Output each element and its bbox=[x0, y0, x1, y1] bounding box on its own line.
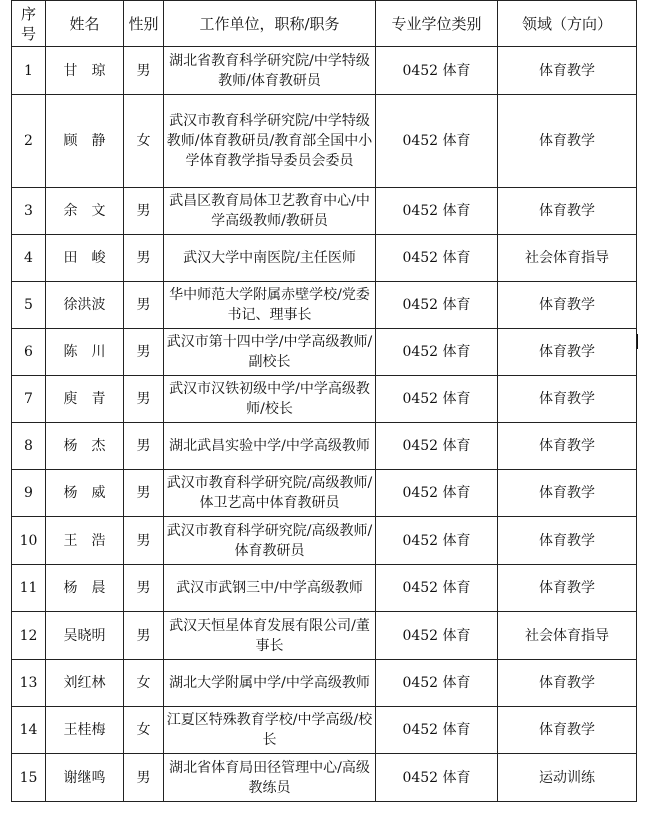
row-field: 社会体育指导 bbox=[498, 235, 637, 282]
row-name: 杨 威 bbox=[46, 470, 124, 517]
table-row bbox=[12, 47, 637, 95]
row-gender: 男 bbox=[124, 470, 164, 517]
row-unit: 湖北大学附属中学/中学高级教师 bbox=[164, 660, 376, 707]
table-row bbox=[12, 95, 637, 188]
row-no: 5 bbox=[12, 282, 46, 329]
row-field: 体育教学 bbox=[498, 517, 637, 565]
header-name: 姓名 bbox=[46, 1, 124, 47]
row-degree: 0452 体育 bbox=[376, 282, 498, 329]
row-name: 王桂梅 bbox=[46, 707, 124, 754]
row-field: 体育教学 bbox=[498, 707, 637, 754]
row-gender: 女 bbox=[124, 707, 164, 754]
row-no: 1 bbox=[12, 47, 46, 95]
row-name: 甘 琼 bbox=[46, 47, 124, 95]
row-no: 12 bbox=[12, 612, 46, 660]
row-degree: 0452 体育 bbox=[376, 95, 498, 188]
row-degree: 0452 体育 bbox=[376, 707, 498, 754]
table-row bbox=[12, 707, 637, 754]
row-degree: 0452 体育 bbox=[376, 565, 498, 612]
row-name: 杨 晨 bbox=[46, 565, 124, 612]
row-degree: 0452 体育 bbox=[376, 754, 498, 802]
row-gender: 女 bbox=[124, 95, 164, 188]
row-field: 社会体育指导 bbox=[498, 612, 637, 660]
row-degree: 0452 体育 bbox=[376, 188, 498, 235]
row-no: 15 bbox=[12, 754, 46, 802]
row-gender: 男 bbox=[124, 423, 164, 470]
row-unit: 武汉天恒星体育发展有限公司/董事长 bbox=[164, 612, 376, 660]
margin-mark bbox=[637, 334, 638, 349]
row-unit: 武汉市教育科学研究院/高级教师/体育教研员 bbox=[164, 517, 376, 565]
row-degree: 0452 体育 bbox=[376, 376, 498, 423]
row-unit: 武昌区教育局体卫艺教育中心/中学高级教师/教研员 bbox=[164, 188, 376, 235]
header-no: 序号 bbox=[12, 1, 46, 47]
row-degree: 0452 体育 bbox=[376, 423, 498, 470]
row-no: 14 bbox=[12, 707, 46, 754]
row-field: 体育教学 bbox=[498, 47, 637, 95]
table-row bbox=[12, 660, 637, 707]
row-name: 刘红林 bbox=[46, 660, 124, 707]
row-name: 王 浩 bbox=[46, 517, 124, 565]
row-name: 余 文 bbox=[46, 188, 124, 235]
row-degree: 0452 体育 bbox=[376, 470, 498, 517]
row-unit: 武汉市武钢三中/中学高级教师 bbox=[164, 565, 376, 612]
row-no: 4 bbox=[12, 235, 46, 282]
row-unit: 武汉市教育科学研究院/中学特级教师/体育教研员/教育部全国中小学体育教学指导委员会委员 bbox=[164, 95, 376, 188]
row-unit: 湖北省体育局田径管理中心/高级教练员 bbox=[164, 754, 376, 802]
row-degree: 0452 体育 bbox=[376, 235, 498, 282]
row-no: 3 bbox=[12, 188, 46, 235]
row-degree: 0452 体育 bbox=[376, 612, 498, 660]
row-unit: 湖北省教育科学研究院/中学特级教师/体育教研员 bbox=[164, 47, 376, 95]
row-gender: 男 bbox=[124, 235, 164, 282]
row-gender: 男 bbox=[124, 612, 164, 660]
row-name: 顾 静 bbox=[46, 95, 124, 188]
row-no: 6 bbox=[12, 329, 46, 376]
row-gender: 男 bbox=[124, 282, 164, 329]
row-unit: 武汉市第十四中学/中学高级教师/副校长 bbox=[164, 329, 376, 376]
row-no: 10 bbox=[12, 517, 46, 565]
row-name: 庾 青 bbox=[46, 376, 124, 423]
row-name: 吴晓明 bbox=[46, 612, 124, 660]
row-field: 体育教学 bbox=[498, 329, 637, 376]
row-no: 8 bbox=[12, 423, 46, 470]
row-field: 体育教学 bbox=[498, 565, 637, 612]
table-row bbox=[12, 470, 637, 517]
row-unit: 湖北武昌实验中学/中学高级教师 bbox=[164, 423, 376, 470]
table-header-row bbox=[12, 1, 637, 47]
row-no: 11 bbox=[12, 565, 46, 612]
header-degree: 专业学位类别 bbox=[376, 1, 498, 47]
table-row bbox=[12, 517, 637, 565]
row-name: 徐洪波 bbox=[46, 282, 124, 329]
table-row bbox=[12, 754, 637, 802]
row-gender: 男 bbox=[124, 329, 164, 376]
row-gender: 女 bbox=[124, 660, 164, 707]
row-no: 7 bbox=[12, 376, 46, 423]
table-row bbox=[12, 329, 637, 376]
row-field: 体育教学 bbox=[498, 423, 637, 470]
row-unit: 武汉市汉铁初级中学/中学高级教师/校长 bbox=[164, 376, 376, 423]
row-name: 陈 川 bbox=[46, 329, 124, 376]
row-degree: 0452 体育 bbox=[376, 329, 498, 376]
row-unit: 华中师范大学附属赤壁学校/党委书记、理事长 bbox=[164, 282, 376, 329]
header-field: 领域（方向） bbox=[498, 1, 637, 47]
row-degree: 0452 体育 bbox=[376, 47, 498, 95]
table-row bbox=[12, 235, 637, 282]
row-gender: 男 bbox=[124, 754, 164, 802]
row-field: 体育教学 bbox=[498, 95, 637, 188]
row-name: 谢继鸣 bbox=[46, 754, 124, 802]
row-field: 体育教学 bbox=[498, 470, 637, 517]
row-no: 13 bbox=[12, 660, 46, 707]
row-field: 运动训练 bbox=[498, 754, 637, 802]
row-unit: 武汉大学中南医院/主任医师 bbox=[164, 235, 376, 282]
table-row bbox=[12, 565, 637, 612]
row-no: 2 bbox=[12, 95, 46, 188]
table-row bbox=[12, 423, 637, 470]
row-gender: 男 bbox=[124, 47, 164, 95]
table-row bbox=[12, 612, 637, 660]
row-gender: 男 bbox=[124, 517, 164, 565]
table-row bbox=[12, 188, 637, 235]
row-degree: 0452 体育 bbox=[376, 660, 498, 707]
row-field: 体育教学 bbox=[498, 376, 637, 423]
row-unit: 江夏区特殊教育学校/中学高级/校长 bbox=[164, 707, 376, 754]
table-row bbox=[12, 376, 637, 423]
row-no: 9 bbox=[12, 470, 46, 517]
row-field: 体育教学 bbox=[498, 188, 637, 235]
row-field: 体育教学 bbox=[498, 660, 637, 707]
row-gender: 男 bbox=[124, 188, 164, 235]
row-gender: 男 bbox=[124, 565, 164, 612]
header-unit: 工作单位，职称/职务 bbox=[164, 1, 376, 47]
expert-roster-table bbox=[11, 0, 637, 802]
row-name: 杨 杰 bbox=[46, 423, 124, 470]
table-row bbox=[12, 282, 637, 329]
header-gender: 性别 bbox=[124, 1, 164, 47]
row-field: 体育教学 bbox=[498, 282, 637, 329]
row-gender: 男 bbox=[124, 376, 164, 423]
row-unit: 武汉市教育科学研究院/高级教师/体卫艺高中体育教研员 bbox=[164, 470, 376, 517]
row-degree: 0452 体育 bbox=[376, 517, 498, 565]
row-name: 田 峻 bbox=[46, 235, 124, 282]
